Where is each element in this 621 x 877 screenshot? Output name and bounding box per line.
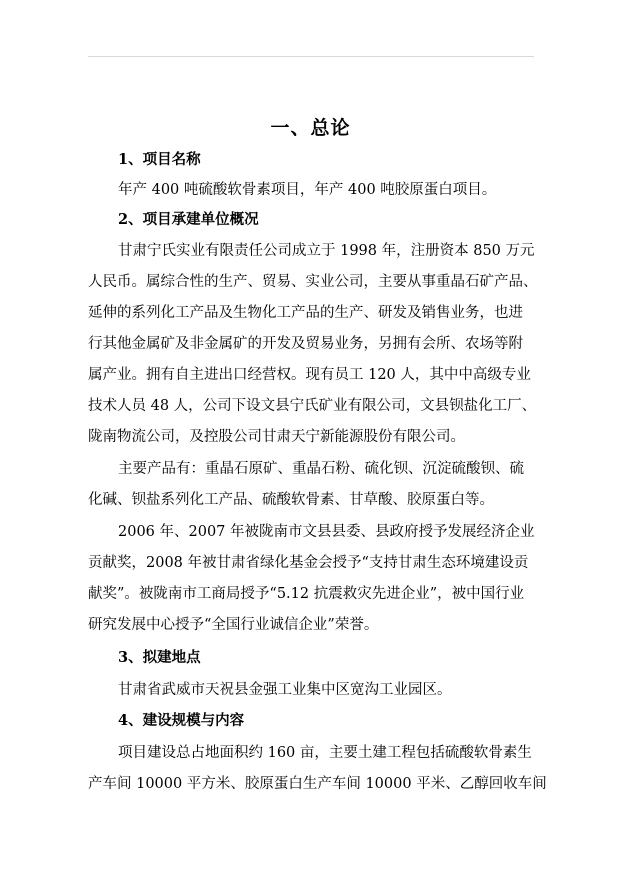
paragraph-line: 主要产品有：重晶石原矿、重晶石粉、硫化钡、沉淀硫酸钡、硫 bbox=[118, 461, 524, 477]
paragraph-line: 陇南物流公司，及控股公司甘肃天宁新能源股份有限公司。 bbox=[88, 429, 465, 445]
paragraph-line: 项目建设总占地面积约 160 亩，主要土建工程包括硫酸软骨素生 bbox=[118, 745, 532, 761]
section-heading-company-overview: 2、项目承建单位概况 bbox=[118, 211, 259, 228]
header-rule bbox=[88, 56, 534, 57]
paragraph-line: 甘肃省武威市天祝县金强工业集中区宽沟工业园区。 bbox=[118, 682, 452, 698]
section-heading-scale: 4、建设规模与内容 bbox=[118, 712, 245, 729]
paragraph-line: 甘肃宁氏实业有限责任公司成立于 1998 年，注册资本 850 万元 bbox=[118, 243, 535, 259]
paragraph-line: 化碱、钡盐系列化工产品、硫酸软骨素、甘草酸、胶原蛋白等。 bbox=[88, 492, 494, 508]
paragraph-line: 人民币。属综合性的生产、贸易、实业公司，主要从事重晶石矿产品、 bbox=[88, 274, 538, 290]
chapter-title: 一、总论 bbox=[270, 117, 351, 139]
paragraph-line: 2006 年、2007 年被陇南市文县县委、县政府授予发展经济企业 bbox=[118, 524, 535, 540]
paragraph-line: 研究发展中心授予“全国行业诚信企业”荣誉。 bbox=[88, 617, 379, 633]
paragraph-line: 属产业。拥有自主进出口经营权。现有员工 120 人，其中中高级专业 bbox=[88, 367, 531, 383]
paragraph-line: 年产 400 吨硫酸软骨素项目，年产 400 吨胶原蛋白项目。 bbox=[118, 182, 497, 198]
paragraph-line: 行其他金属矿及非金属矿的开发及贸易业务，另拥有会所、农场等附 bbox=[88, 336, 523, 352]
paragraph-line: 延伸的系列化工产品及生物化工产品的生产、研发及销售业务，也进 bbox=[88, 305, 523, 321]
paragraph-line: 产车间 10000 平方米、胶原蛋白生产车间 10000 平米、乙醇回收车间 bbox=[88, 776, 547, 792]
paragraph-line: 贡献奖，2008 年被甘肃省绿化基金会授予“支持甘肃生态环境建设贡 bbox=[88, 555, 529, 571]
section-heading-site: 3、拟建地点 bbox=[118, 649, 201, 666]
paragraph-line: 献奖”。被陇南市工商局授予“5.12 抗震救灾先进企业”，被中国行业 bbox=[88, 586, 525, 602]
section-heading-project-name: 1、项目名称 bbox=[118, 151, 201, 168]
paragraph-line: 技术人员 48 人，公司下设文县宁氏矿业有限公司，文县钡盐化工厂、 bbox=[88, 398, 537, 414]
